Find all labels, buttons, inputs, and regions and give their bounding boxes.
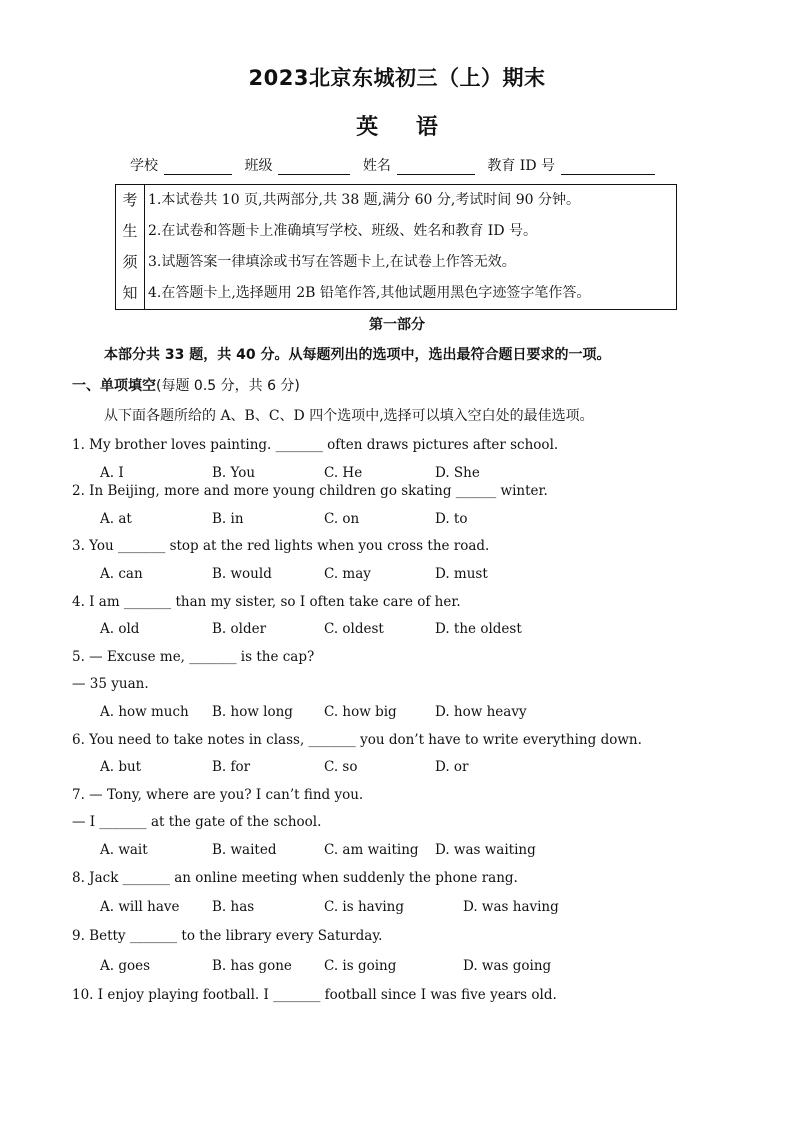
notice-rule: 2.在试卷和答题卡上准确填写学校、班级、姓名和教育 ID 号。 — [148, 223, 538, 239]
question-stem: 2. In Beijing, more and more young children go skating ______ winter. — [72, 483, 548, 499]
class-field[interactable] — [278, 160, 350, 175]
option-d[interactable]: D. or — [435, 759, 469, 775]
option-c[interactable]: C. He — [324, 465, 363, 481]
education-id-field[interactable] — [561, 160, 655, 175]
option-c[interactable]: C. how big — [324, 704, 397, 720]
notice-rule: 4.在答题卡上,选择题用 2B 铅笔作答,其他试题用黑色字迹签字笔作答。 — [148, 285, 591, 301]
option-d[interactable]: D. the oldest — [435, 621, 522, 637]
question-stem: 3. You _______ stop at the red lights when you cross the road. — [72, 538, 490, 554]
option-a[interactable]: A. but — [100, 759, 142, 775]
part-title: 第一部分 — [369, 317, 425, 333]
question-stem: 7. — Tony, where are you? I can’t find you. — [72, 787, 364, 803]
option-b[interactable]: B. has gone — [212, 958, 292, 974]
part-intro: 本部分共 33 题，共 40 分。从每题列出的选项中，选出最符合题日要求的一项。 — [104, 347, 611, 363]
student-info-row — [130, 155, 670, 175]
option-b[interactable]: B. would — [212, 566, 272, 582]
question-stem: 10. I enjoy playing football. I _______ football since I was five years old. — [72, 987, 557, 1003]
question-stem: 6. You need to take notes in class, _______ you don’t have to write everything down. — [72, 732, 642, 748]
question-stem: 8. Jack _______ an online meeting when suddenly the phone rang. — [72, 870, 518, 886]
section-score-note: (每题 0.5 分，共 6 分) — [156, 378, 300, 394]
option-a[interactable]: A. how much — [100, 704, 189, 720]
subject-title: 英 语 — [356, 115, 438, 140]
option-a[interactable]: A. can — [100, 566, 143, 582]
option-d[interactable]: D. how heavy — [435, 704, 527, 720]
option-a[interactable]: A. goes — [100, 958, 151, 974]
option-c[interactable]: C. so — [324, 759, 358, 775]
notice-rule: 1.本试卷共 10 页,共两部分,共 38 题,满分 60 分,考试时间 90 分钟。 — [148, 192, 581, 208]
option-c[interactable]: C. oldest — [324, 621, 384, 637]
option-b[interactable]: B. waited — [212, 842, 277, 858]
question-reply: — I _______ at the gate of the school. — [72, 814, 322, 830]
option-d[interactable]: D. was going — [463, 958, 552, 974]
option-b[interactable]: B. how long — [212, 704, 293, 720]
option-b[interactable]: B. in — [212, 511, 244, 527]
notice-rule: 3.试题答案一律填涂或书写在答题卡上,在试卷上作答无效。 — [148, 254, 516, 270]
class-label: 班级 — [244, 158, 273, 174]
notice-heading — [116, 185, 145, 309]
question-reply: — 35 yuan. — [72, 676, 149, 692]
option-a[interactable]: A. old — [100, 621, 140, 637]
option-d[interactable]: D. must — [435, 566, 488, 582]
option-a[interactable]: A. at — [100, 511, 132, 527]
exam-notice-box — [115, 184, 677, 310]
option-b[interactable]: B. for — [212, 759, 251, 775]
option-c[interactable]: C. may — [324, 566, 371, 582]
section-instruction: 从下面各题所给的 A、B、C、D 四个选项中,选择可以填入空白处的最佳选项。 — [104, 408, 594, 424]
option-c[interactable]: C. am waiting — [324, 842, 419, 858]
section-title — [72, 375, 300, 395]
question-stem: 1. My brother loves painting. _______ often draws pictures after school. — [72, 437, 559, 453]
name-label: 姓名 — [362, 158, 391, 174]
school-label: 学校 — [130, 158, 158, 174]
exam-title: 2023北京东城初三（上）期末 — [248, 66, 546, 90]
question-stem: 4. I am _______ than my sister, so I often take care of her. — [72, 594, 461, 610]
option-d[interactable]: D. was waiting — [435, 842, 536, 858]
option-a[interactable]: A. I — [100, 465, 124, 481]
notice-heading-char: 生 — [122, 222, 138, 240]
option-d[interactable]: D. was having — [463, 899, 559, 915]
section-heading: 一、单项填空 — [72, 378, 156, 394]
option-d[interactable]: D. She — [435, 465, 480, 481]
notice-heading-char: 知 — [122, 284, 138, 302]
education-id-label: 教育 ID 号 — [487, 158, 556, 174]
question-stem: 5. — Excuse me, _______ is the cap? — [72, 649, 315, 665]
option-b[interactable]: B. You — [212, 465, 256, 481]
option-b[interactable]: B. older — [212, 621, 267, 637]
option-a[interactable]: A. wait — [100, 842, 148, 858]
notice-rules — [148, 185, 672, 309]
question-stem: 9. Betty _______ to the library every Saturday. — [72, 928, 383, 944]
option-c[interactable]: C. on — [324, 511, 360, 527]
notice-heading-char: 须 — [122, 253, 138, 271]
option-d[interactable]: D. to — [435, 511, 468, 527]
option-c[interactable]: C. is going — [324, 958, 397, 974]
name-field[interactable] — [397, 160, 475, 175]
option-c[interactable]: C. is having — [324, 899, 404, 915]
option-b[interactable]: B. has — [212, 899, 255, 915]
option-a[interactable]: A. will have — [100, 899, 180, 915]
school-field[interactable] — [164, 160, 232, 175]
notice-heading-char: 考 — [122, 191, 138, 209]
